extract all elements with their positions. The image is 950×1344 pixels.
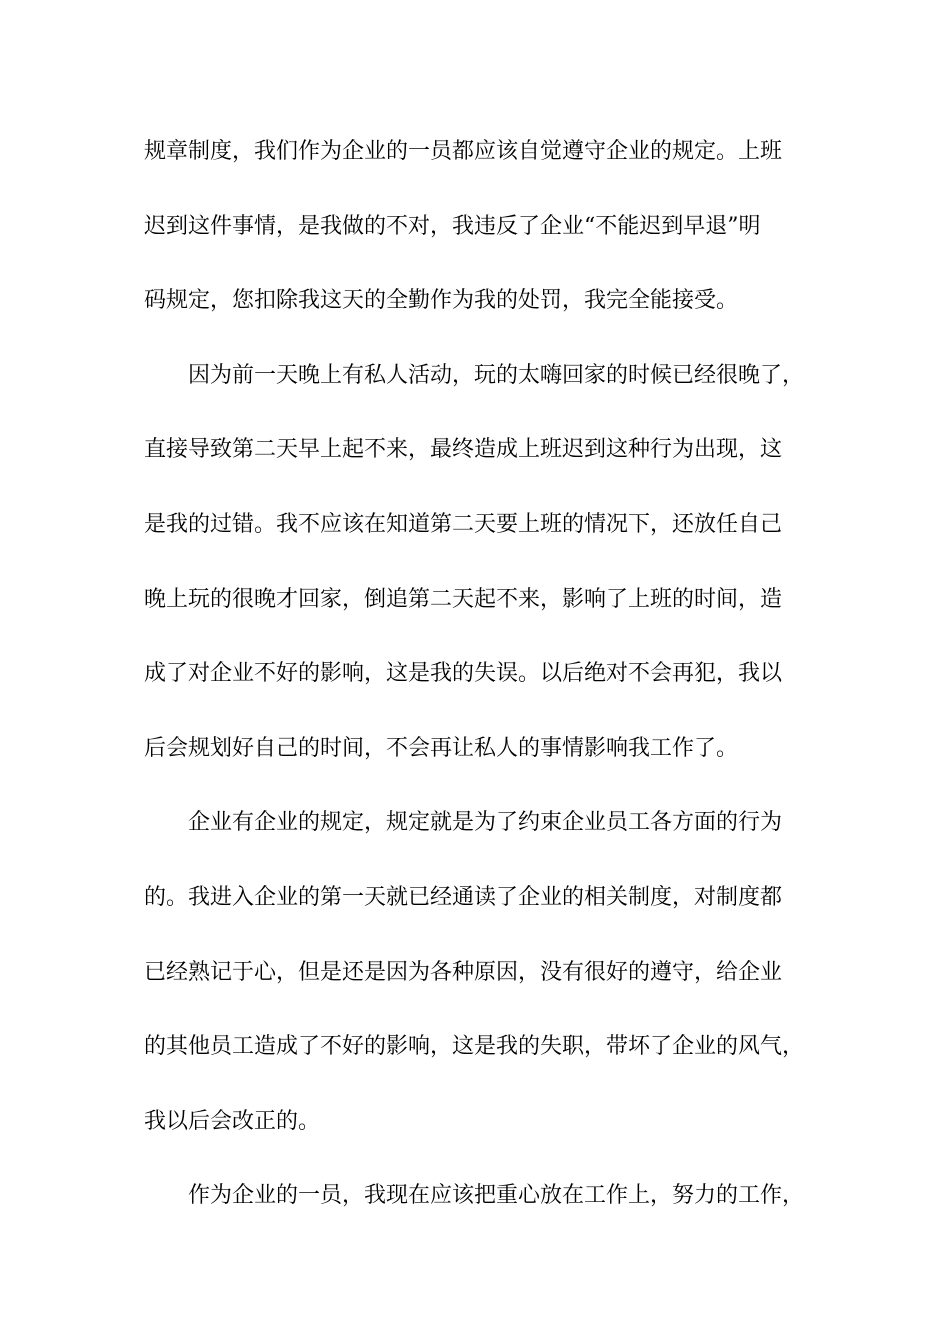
text-line: 是我的过错。我不应该在知道第二天要上班的情况下，还放任自己 bbox=[144, 511, 783, 537]
text-line: 企业有企业的规定，规定就是为了约束企业员工各方面的行为 bbox=[188, 810, 783, 836]
text-line: 的其他员工造成了不好的影响，这是我的失职，带坏了企业的风气， bbox=[144, 1034, 805, 1060]
text-line: 我以后会改正的。 bbox=[144, 1108, 321, 1134]
text-line: 成了对企业不好的影响，这是我的失误。以后绝对不会再犯，我以 bbox=[144, 661, 783, 687]
text-line: 码规定，您扣除我这天的全勤作为我的处罚，我完全能接受。 bbox=[144, 288, 739, 314]
text-line: 已经熟记于心，但是还是因为各种原因，没有很好的遵守，给企业 bbox=[144, 959, 783, 985]
text-line: 的。我进入企业的第一天就已经通读了企业的相关制度，对制度都 bbox=[144, 884, 783, 910]
text-line: 后会规划好自己的时间，不会再让私人的事情影响我工作了。 bbox=[144, 735, 739, 761]
text-line: 迟到这件事情，是我做的不对，我违反了企业“不能迟到早退”明 bbox=[144, 213, 761, 239]
text-line: 规章制度，我们作为企业的一员都应该自觉遵守企业的规定。上班 bbox=[144, 139, 783, 164]
text-line: 因为前一天晚上有私人活动，玩的太嗨回家的时候已经很晚了， bbox=[188, 362, 805, 388]
text-line: 作为企业的一员，我现在应该把重心放在工作上，努力的工作， bbox=[188, 1183, 805, 1209]
text-line: 晚上玩的很晚才回家，倒追第二天起不来，影响了上班的时间，造 bbox=[144, 586, 783, 612]
document-body bbox=[144, 120, 834, 1239]
text-line: 直接导致第二天早上起不来，最终造成上班迟到这种行为出现，这 bbox=[144, 437, 783, 463]
